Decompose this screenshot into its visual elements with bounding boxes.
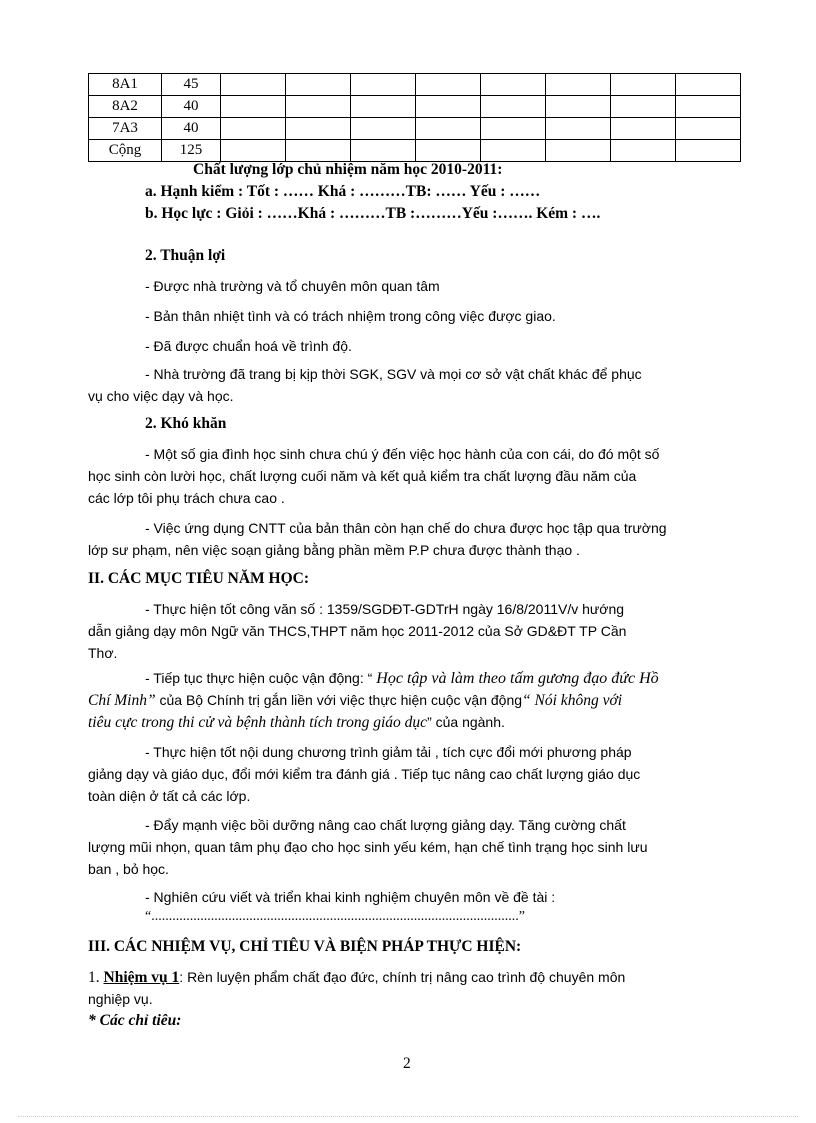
difficulties-heading: 2. Khó khăn (145, 415, 227, 432)
section-3-heading: III. CÁC NHIỆM VỤ, CHỈ TIÊU VÀ BIỆN PHÁP THỰC HIỆN: (88, 938, 522, 955)
empty-cell (416, 118, 481, 140)
goal-line: - Thực hiện tốt công văn số : 1359/SGDĐT-GDTrH ngày 16/8/2011V/v hướng (145, 601, 625, 617)
empty-cell (286, 140, 351, 162)
conduct-line: a. Hạnh kiểm : Tốt : …… Khá : ………TB: …… Yếu : …… (145, 183, 541, 200)
page-number: 2 (403, 1055, 411, 1072)
table-row (89, 140, 741, 162)
empty-cell (546, 74, 611, 96)
goal-line: Thơ. (88, 645, 118, 661)
task-1-label: Nhiệm vụ 1 (103, 969, 180, 986)
empty-cell (676, 74, 741, 96)
goal-line: lượng mũi nhọn, quan tâm phụ đạo cho học sinh yếu kém, hạn chế tình trạng học sinh lưu (88, 839, 648, 855)
difficulty-line: lớp sư phạm, nên việc soạn giảng bằng phần mềm P.P chưa được thành thạo . (88, 542, 580, 558)
advantage-item: - Đã được chuẩn hoá về trình độ. (145, 338, 352, 354)
goal-line: ban , bỏ học. (88, 861, 169, 877)
difficulty-line: - Việc ứng dụng CNTT của bản thân còn hạn chế do chưa được học tập qua trường (145, 520, 667, 536)
empty-cell (351, 118, 416, 140)
empty-cell (286, 74, 351, 96)
class-name-cell: 8A2 (89, 96, 162, 118)
empty-cell (481, 118, 546, 140)
advantage-item: - Nhà trường đã trang bị kịp thời SGK, SGV và mọi cơ sở vật chất khác để phục (145, 366, 642, 382)
student-count-cell: 40 (162, 96, 221, 118)
page-edge (18, 1116, 798, 1117)
empty-cell (221, 74, 286, 96)
task-1-line-2: nghiệp vụ. (88, 991, 153, 1007)
empty-cell (481, 140, 546, 162)
goal-line-campaign: - Tiếp tục thực hiện cuộc vận động: “ Học tập và làm theo tấm gương đạo đức Hồ (145, 670, 659, 687)
empty-cell (546, 140, 611, 162)
student-count-cell: 40 (162, 118, 221, 140)
difficulty-line: - Một số gia đình học sinh chưa chú ý đến việc học hành của con cái, do đó một số (145, 446, 660, 462)
table-row (89, 74, 741, 96)
goal-line-campaign-3: tiêu cực trong thi cử và bệnh thành tích trong giáo dục” của ngành. (88, 714, 505, 731)
empty-cell (676, 118, 741, 140)
goal-line: - Nghiên cứu viết và triển khai kinh nghiệm chuyên môn về đề tài : (145, 889, 556, 905)
academic-line: b. Học lực : Giỏi : ……Khá : ………TB :………Yếu :……. Kém : …. (145, 205, 601, 222)
empty-cell (221, 118, 286, 140)
advantage-item: vụ cho việc dạy và học. (88, 388, 234, 404)
empty-cell (416, 140, 481, 162)
empty-cell (611, 74, 676, 96)
section-2-heading: II. CÁC MỤC TIÊU NĂM HỌC: (88, 570, 310, 587)
student-count-cell: 45 (162, 74, 221, 96)
advantages-heading: 2. Thuận lợi (145, 247, 226, 264)
student-count-cell: 125 (162, 140, 221, 162)
topic-placeholder: “.........................................................................................................” (145, 909, 525, 924)
empty-cell (416, 96, 481, 118)
empty-cell (481, 96, 546, 118)
empty-cell (416, 74, 481, 96)
empty-cell (221, 96, 286, 118)
empty-cell (611, 96, 676, 118)
empty-cell (351, 96, 416, 118)
goal-line: - Thực hiện tốt nội dung chương trình giảm tải , tích cực đổi mới phương pháp (145, 744, 632, 760)
class-name-cell: 8A1 (89, 74, 162, 96)
class-name-cell: 7A3 (89, 118, 162, 140)
empty-cell (676, 96, 741, 118)
goal-line-campaign-2: Chí Minh” của Bộ Chính trị gắn liền với việc thực hiện cuộc vận động“ Nói không với (88, 692, 623, 709)
table-row (89, 96, 741, 118)
goal-line: toàn diện ở tất cả các lớp. (88, 788, 251, 804)
advantage-item: - Được nhà trường và tổ chuyên môn quan tâm (145, 278, 440, 294)
empty-cell (351, 140, 416, 162)
goal-line: - Đẩy mạnh việc bồi dưỡng nâng cao chất lượng giảng dạy. Tăng cường chất (145, 817, 626, 833)
criteria-heading: * Các chỉ tiêu: (88, 1012, 182, 1029)
difficulty-line: các lớp tôi phụ trách chưa cao . (88, 490, 285, 506)
class-table (88, 73, 741, 162)
empty-cell (286, 96, 351, 118)
empty-cell (286, 118, 351, 140)
difficulty-line: học sinh còn lười học, chất lượng cuối năm và kết quả kiểm tra chất lượng đầu năm của (88, 468, 637, 484)
quality-title: Chất lượng lớp chủ nhiệm năm học 2010-2011: (193, 161, 503, 178)
empty-cell (546, 118, 611, 140)
empty-cell (546, 96, 611, 118)
task-1-line: 1. Nhiệm vụ 1: Rèn luyện phẩm chất đạo đức, chính trị nâng cao trình độ chuyên môn (88, 969, 626, 986)
empty-cell (481, 74, 546, 96)
empty-cell (221, 140, 286, 162)
empty-cell (611, 140, 676, 162)
empty-cell (611, 118, 676, 140)
empty-cell (676, 140, 741, 162)
goal-line: giảng dạy và giáo dục, đổi mới kiểm tra đánh giá . Tiếp tục nâng cao chất lượng giáo dục (88, 766, 641, 782)
goal-line: dẫn giảng dạy môn Ngữ văn THCS,THPT năm học 2011-2012 của Sở GD&ĐT TP Cần (88, 623, 627, 639)
class-name-cell: Cộng (89, 140, 162, 162)
table-row (89, 118, 741, 140)
advantage-item: - Bản thân nhiệt tình và có trách nhiệm trong công việc được giao. (145, 308, 556, 324)
empty-cell (351, 74, 416, 96)
